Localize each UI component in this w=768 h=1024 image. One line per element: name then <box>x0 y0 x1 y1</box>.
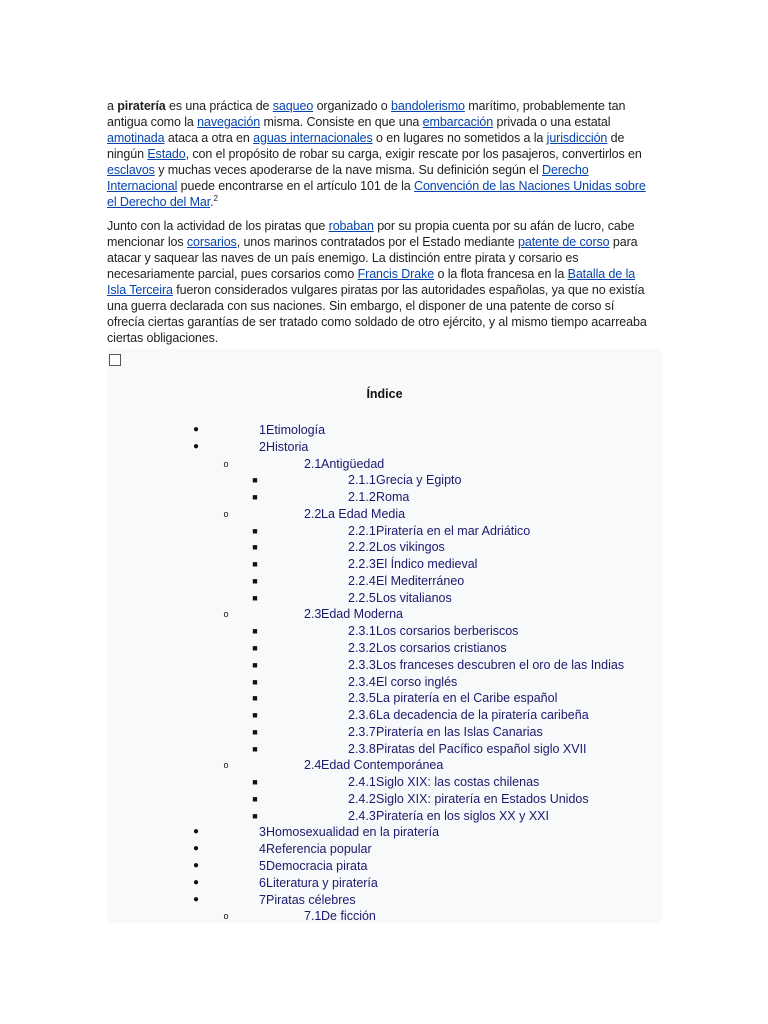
toc-item-number[interactable]: 2.1 <box>304 456 322 471</box>
article-link[interactable]: aguas internacionales <box>253 131 373 145</box>
text-run: de ningún <box>107 131 625 161</box>
toc-item-label[interactable]: Referencia popular <box>266 842 372 857</box>
toc-item-label[interactable]: Los vitalianos <box>376 590 452 605</box>
toc-item-label[interactable]: Piratería en el mar Adriático <box>376 523 531 538</box>
square-bullet-icon: ■ <box>252 743 258 754</box>
toc-item-label[interactable]: Siglo XIX: piratería en Estados Unidos <box>376 791 589 806</box>
toc-item-number[interactable]: 2.3 <box>304 607 322 622</box>
text-run: o la flota francesa en la <box>434 267 568 281</box>
square-bullet-icon: ■ <box>252 793 258 804</box>
text-run: privada o una estatal <box>493 115 611 129</box>
toc-item-number[interactable]: 2.3.5 <box>348 691 376 706</box>
article-link[interactable]: embarcación <box>422 115 494 129</box>
toc-item-number[interactable]: 4 <box>259 842 266 857</box>
intro-paragraph-2 <box>107 218 655 346</box>
toc-item-number[interactable]: 2.2.2 <box>348 540 376 555</box>
disc-bullet-icon: ● <box>192 424 200 435</box>
article-link[interactable]: corsarios <box>186 235 237 249</box>
disc-bullet-icon: ● <box>192 826 200 838</box>
text-run: Junto con la actividad de los piratas que <box>107 219 329 233</box>
toc-item-number[interactable]: 2.4.3 <box>348 808 376 823</box>
toc-title: Índice <box>366 387 403 401</box>
text-run: ataca a otra en <box>164 131 254 145</box>
article-link[interactable]: Derecho Internacional <box>107 163 589 193</box>
toc-item-label[interactable]: Antigüedad <box>321 456 385 471</box>
disc-bullet-icon: ● <box>192 860 200 872</box>
toc-item-label[interactable]: Roma <box>376 490 410 505</box>
toc-item-number[interactable]: 2.2.5 <box>348 590 376 605</box>
text-run: y muchas veces apoderarse de la nave misma. Su definición según el <box>154 163 543 177</box>
toc-item-number[interactable]: 2.4.2 <box>348 791 376 806</box>
square-bullet-icon: ■ <box>252 626 258 637</box>
toc-item-label[interactable]: Edad Moderna <box>321 607 404 622</box>
toc-item-label[interactable]: Piratería en los siglos XX y XXI <box>376 808 549 823</box>
toc-item-number[interactable]: 5 <box>259 859 266 874</box>
text-run: o en lugares no sometidos a la <box>372 131 547 145</box>
square-bullet-icon: ■ <box>252 492 258 503</box>
square-bullet-icon: ■ <box>252 777 258 788</box>
text-run: fueron considerados vulgares piratas por las autoridades españolas, ya que no existía una guerra declarada con sus naciones. Sin embargo, el disponer de una patente de corso sí ofrecía ciertas garantías de ser tratado como soldado de otro ejército, y al mismo tiempo acarreaba ciertas obligaciones. <box>107 283 647 345</box>
toc-item-label[interactable]: Grecia y Egipto <box>376 473 462 488</box>
bold-term: piratería <box>117 99 166 113</box>
circle-bullet-icon: o <box>223 609 229 620</box>
toc-item-number[interactable]: 2.4.1 <box>348 775 376 790</box>
text-run: por su propia cuenta por su afán de lucro, cabe mencionar los <box>107 219 635 249</box>
disc-bullet-icon: ● <box>192 843 200 855</box>
toc-item-label[interactable]: Siglo XIX: las costas chilenas <box>376 775 540 790</box>
article-link[interactable]: jurisdicción <box>546 131 608 145</box>
article-link[interactable]: Batalla de la Isla Terceira <box>107 267 636 297</box>
square-bullet-icon: ■ <box>252 710 258 721</box>
toc-item-label[interactable]: Piratería en las Islas Canarias <box>376 724 543 739</box>
square-bullet-icon: ■ <box>252 542 258 553</box>
toc-item-number[interactable]: 2.3.7 <box>348 724 376 739</box>
square-bullet-icon: ■ <box>252 659 258 670</box>
toc-item-number[interactable]: 1 <box>259 423 266 437</box>
article-link[interactable]: esclavos <box>107 163 155 177</box>
toc-item-label[interactable]: La piratería en el Caribe español <box>376 691 558 706</box>
disc-bullet-icon: ● <box>192 440 200 452</box>
toc-toggle-checkbox[interactable] <box>109 354 121 366</box>
article-link[interactable]: Francis Drake <box>357 267 435 281</box>
toc-item-number[interactable]: 2.3.3 <box>348 657 376 672</box>
text-run: , unos marinos contratados por el Estado mediante <box>236 235 518 249</box>
square-bullet-icon: ■ <box>252 575 258 586</box>
circle-bullet-icon: o <box>223 911 229 922</box>
toc-item-label[interactable]: Los corsarios berberiscos <box>376 624 519 639</box>
square-bullet-icon: ■ <box>252 693 258 704</box>
toc-item-label[interactable]: Los franceses descubren el oro de las Indias <box>376 657 625 672</box>
toc-item-label[interactable]: Los corsarios cristianos <box>376 641 507 655</box>
article-link[interactable]: Convención de las Naciones Unidas sobre el Derecho del Mar <box>107 179 646 209</box>
circle-bullet-icon: o <box>223 508 229 519</box>
toc-item-number[interactable]: 2.2.3 <box>348 557 376 572</box>
toc-item-label[interactable]: La Edad Media <box>321 506 406 521</box>
toc-item-label[interactable]: Los vikingos <box>376 540 445 555</box>
toc-item-label[interactable]: Etimología <box>266 423 326 437</box>
toc-item-label[interactable]: El Índico medieval <box>376 557 478 572</box>
text-run: organizado o <box>313 99 392 113</box>
square-bullet-icon: ■ <box>252 592 258 603</box>
toc-item-number[interactable]: 6 <box>259 875 266 890</box>
toc-item-number[interactable]: 2.1.2 <box>348 490 376 505</box>
toc-item-label[interactable]: El Mediterráneo <box>376 573 465 588</box>
toc-item-label[interactable]: Literatura y piratería <box>266 875 378 890</box>
toc-item-label[interactable]: Homosexualidad en la piratería <box>266 825 440 840</box>
square-bullet-icon: ■ <box>252 525 258 536</box>
toc-item-number[interactable]: 2.1.1 <box>348 473 376 488</box>
toc-item-number[interactable]: 2 <box>259 439 266 454</box>
intro-paragraph-1 <box>107 98 655 210</box>
toc-item-number[interactable]: 2.3.8 <box>348 741 376 756</box>
circle-bullet-icon: o <box>223 760 229 771</box>
toc-item-label[interactable]: Piratas del Pacífico español siglo XVII <box>376 741 587 756</box>
toc-item-number[interactable]: 2.2.4 <box>348 573 376 588</box>
disc-bullet-icon: ● <box>192 893 200 905</box>
text-run: para atacar y saquear las naves de un país enemigo. La distinción entre pirata y corsario es necesariamente parcial, pues corsarios como <box>107 235 638 281</box>
toc-item-label[interactable]: Edad Contemporánea <box>321 758 444 773</box>
article-link[interactable]: saqueo <box>272 99 314 113</box>
square-bullet-icon: ■ <box>252 475 258 486</box>
square-bullet-icon: ■ <box>252 726 258 737</box>
text-run: marítimo, probablemente tan antigua como la <box>107 99 626 129</box>
toc-item-label[interactable]: El corso inglés <box>376 674 458 689</box>
toc-item-number[interactable]: 2.3.4 <box>348 674 376 689</box>
toc-item-number[interactable]: 2.2.1 <box>348 523 376 538</box>
table-of-contents <box>107 349 662 923</box>
toc-item-label[interactable]: La decadencia de la piratería caribeña <box>376 708 589 723</box>
toc-item-label[interactable]: Piratas célebres <box>266 892 356 907</box>
article-link[interactable]: patente de corso <box>517 235 610 249</box>
toc-item-number[interactable]: 2.4 <box>304 758 322 773</box>
toc-item-number[interactable]: 2.3.2 <box>348 641 376 655</box>
article-link[interactable]: robaban <box>328 219 374 233</box>
text-run: , con el propósito de robar su carga, exigir rescate por los pasajeros, convertirlos en <box>185 147 642 161</box>
article-link[interactable]: bandolerismo <box>391 99 465 113</box>
text-run: es una práctica de <box>165 99 273 113</box>
toc-item-number[interactable]: 2.3.6 <box>348 708 376 723</box>
article-link[interactable]: amotinada <box>107 131 165 145</box>
toc-item-number[interactable]: 7 <box>259 892 266 907</box>
toc-item-number[interactable]: 2.2 <box>304 506 322 521</box>
square-bullet-icon: ■ <box>252 643 258 653</box>
article-link[interactable]: Estado <box>147 147 186 161</box>
toc-item-label[interactable]: De ficción <box>321 909 376 924</box>
footnote-ref[interactable]: 2 <box>213 193 218 203</box>
toc-item-label[interactable]: Historia <box>266 439 309 454</box>
toc-item-number[interactable]: 7.1 <box>304 909 322 924</box>
article-link[interactable]: navegación <box>197 115 261 129</box>
text-run: puede encontrarse en el artículo 101 de la <box>177 179 415 193</box>
toc-item-number[interactable]: 3 <box>259 825 266 840</box>
article-body <box>107 98 655 354</box>
square-bullet-icon: ■ <box>252 810 258 821</box>
text-run: . <box>210 195 214 209</box>
text-run: misma. Consiste en que una <box>260 115 423 129</box>
square-bullet-icon: ■ <box>252 676 258 687</box>
circle-bullet-icon: o <box>223 458 229 469</box>
toc-item-number[interactable]: 2.3.1 <box>348 624 376 639</box>
disc-bullet-icon: ● <box>192 876 200 888</box>
square-bullet-icon: ■ <box>252 559 258 570</box>
toc-item-label[interactable]: Democracia pirata <box>266 859 368 874</box>
text-run: a <box>107 99 118 113</box>
